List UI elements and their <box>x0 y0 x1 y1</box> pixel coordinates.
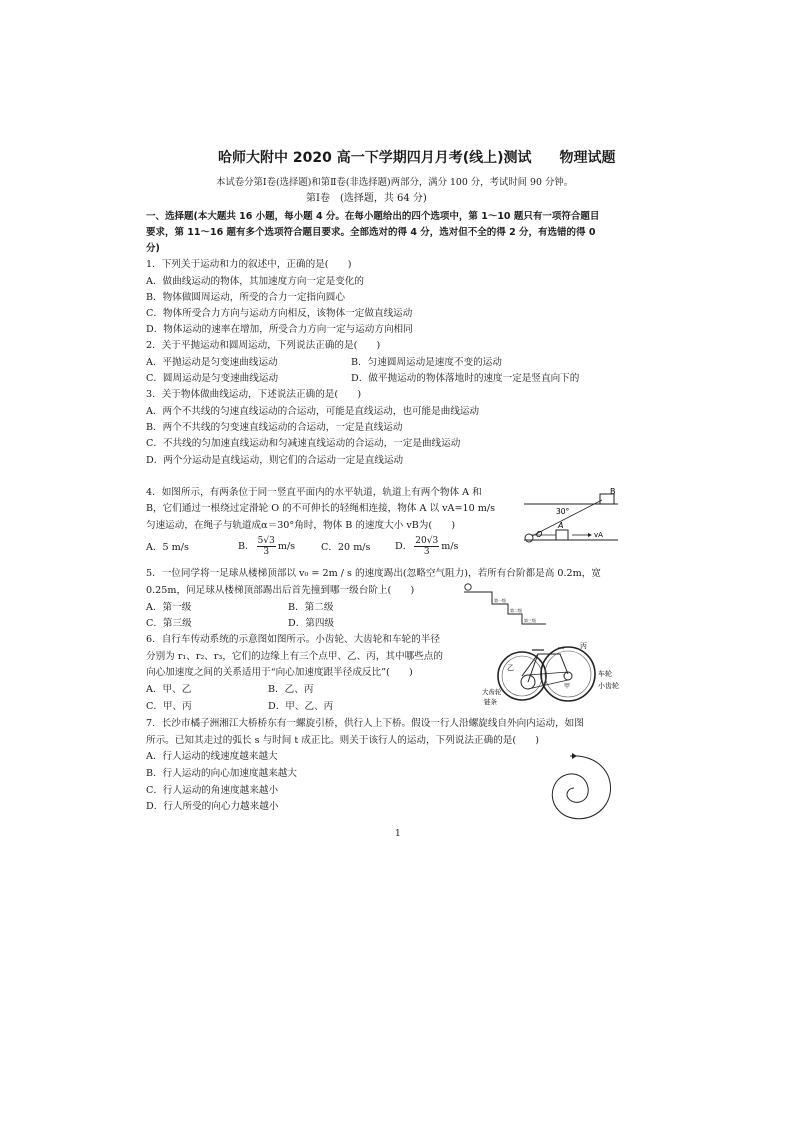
q7-option-d: D．行人所受的向心力越来越小 <box>146 801 279 812</box>
q1-option-d: D．物体运动的速率在增加，所受合力方向一定与运动方向相同 <box>146 324 413 335</box>
q7-line1: 7．长沙市橘子洲湘江大桥桥东有一螺旋引桥，供行人上下桥。假设一行人沿螺旋线自外向内运动，如图 <box>146 718 584 729</box>
q2-option-c: C．圆周运动是匀变速曲线运动 <box>146 373 279 384</box>
q6-option-d: D．甲、乙、丙 <box>268 701 334 712</box>
q6-label-yi: 乙 <box>507 664 514 672</box>
q5-option-b: B．第二级 <box>288 602 334 613</box>
q6-line2: 分别为 r₁、r₂、r₃，它们的边缘上有三个点甲、乙、丙，其中哪些点的 <box>146 651 443 662</box>
q5-label-step3: 第三级 <box>524 618 536 623</box>
section-instructions-line1: 一、选择题(本大题共 16 小题，每小题 4 分。在每小题给出的四个选项中，第 1～10 题只有一项符合题目 <box>146 211 600 222</box>
q4-line1: 4．如图所示，有两条位于同一竖直平面内的水平轨道，轨道上有两个物体 A 和 <box>146 487 482 498</box>
section-instructions-line3: 分) <box>146 243 160 254</box>
q3-option-d: D．两个分运动是直线运动，则它们的合运动一定是直线运动 <box>146 455 404 466</box>
q6-label-big-gear: 大齿轮 <box>482 688 502 696</box>
q1-option-a: A．做曲线运动的物体，其加速度方向一定是变化的 <box>146 276 364 287</box>
q4-line3: 匀速运动，在绳子与轨道成α＝30°角时，物体 B 的速度大小 vB为( ) <box>146 520 456 531</box>
q4-label-angle: 30° <box>556 507 570 516</box>
q7-line2: 所示。已知其走过的弧长 s 与时间 t 成正比。则关于该行人的运动，下列说法正确的是( ) <box>146 735 540 746</box>
q3-option-b: B．两个不共线的匀变速直线运动的合运动，一定是直线运动 <box>146 422 403 433</box>
q3-option-c: C．不共线的匀加速直线运动和匀减速直线运动的合运动，一定是曲线运动 <box>146 438 461 449</box>
q1-option-b: B．物体做圆周运动，所受的合力一定指向圆心 <box>146 292 345 303</box>
q3-stem: 3．关于物体做曲线运动，下述说法正确的是( ) <box>146 389 362 400</box>
q7-option-c: C．行人运动的角速度越来越小 <box>146 785 279 796</box>
q7-option-b: B．行人运动的向心加速度越来越大 <box>146 768 297 779</box>
q6-label-small-gear: 小齿轮 <box>598 682 619 690</box>
q1-stem: 1．下列关于运动和力的叙述中，正确的是( ) <box>146 259 352 270</box>
q4-option-c: C．20 m/s <box>321 542 371 553</box>
q2-option-a: A．平抛运动是匀变速曲线运动 <box>146 357 278 368</box>
q4-label-va: vA <box>594 531 603 539</box>
q6-label-jia: 甲 <box>564 683 571 690</box>
q5-label-step1: 第一级 <box>494 598 506 603</box>
q1-option-c: C．物体所受合力方向与运动方向相反，该物体一定做直线运动 <box>146 308 413 319</box>
q4-b-fraction: $\frac{5√3}{3}$ <box>257 536 275 557</box>
q2-option-b: B．匀速圆周运动是速度不变的运动 <box>351 357 502 368</box>
q5-line2: 0.25m，问足球从楼梯顶部踢出后首先撞到哪一级台阶上( ) <box>146 585 415 596</box>
q6-label-bing: 丙 <box>580 642 587 650</box>
q5-option-a: A．第一级 <box>146 602 192 613</box>
q7-spiral-figure <box>538 750 618 826</box>
q6-option-c: C．甲、丙 <box>146 701 192 712</box>
q6-label-wheel: 车轮 <box>598 670 612 678</box>
q4-option-b: B． $\frac{5√3}{3}$ m/s <box>238 536 296 557</box>
q4-label-a: A <box>558 521 564 530</box>
q5-line1: 5．一位同学将一足球从楼梯顶部以 v₀ = 2m / s 的速度踢出(忽略空气阻力)，若所有台阶都是高 0.2m，宽 <box>146 568 601 579</box>
exam-subtitle: 本试卷分第Ⅰ卷(选择题)和第Ⅱ卷(非选择题)两部分，满分 100 分，考试时间 90 分钟。 <box>216 177 574 188</box>
q4-label-o: O <box>536 530 543 539</box>
q7-option-a: A．行人运动的线速度越来越大 <box>146 751 278 762</box>
q5-option-c: C．第三级 <box>146 618 192 629</box>
q4-d-fraction: $\frac{20√3}{3}$ <box>415 536 439 557</box>
q5-option-d: D．第四级 <box>288 618 335 629</box>
section-instructions-line2: 要求，第 11～16 题有多个选项符合题目要求。全部选对的得 4 分，选对但不全的得 2 分，有选错的得 0 <box>146 227 596 238</box>
q6-line1: 6．自行车传动系统的示意图如图所示。小齿轮、大齿轮和车轮的半径 <box>146 634 440 645</box>
volume-heading: 第Ⅰ卷 (选择题，共 64 分) <box>306 193 427 204</box>
q6-option-b: B．乙、丙 <box>268 684 314 695</box>
page-number: 1 <box>395 829 401 839</box>
q2-option-d: D．做平抛运动的物体落地时的速度一定是竖直向下的 <box>351 373 580 384</box>
q6-bicycle-figure <box>480 638 640 708</box>
q6-option-a: A．甲、乙 <box>146 684 192 695</box>
q4-label-b: B <box>610 488 616 496</box>
q4-option-d: D． $\frac{20√3}{3}$ m/s <box>395 536 459 557</box>
q4-line2: B，它们通过一根绕过定滑轮 O 的不可伸长的轻绳相连接，物体 A 以 vA=10 m/s <box>146 503 496 514</box>
exam-title: 哈师大附中 2020 高一下学期四月月考(线上)测试 物理试题 <box>218 150 616 166</box>
q6-label-chain: 链条 <box>484 698 497 706</box>
q5-label-step2: 第二级 <box>510 608 522 613</box>
q2-stem: 2．关于平抛运动和圆周运动，下列说法正确的是( ) <box>146 340 381 351</box>
q4-pulley-figure <box>518 488 620 552</box>
q5-stairs-figure <box>462 582 550 632</box>
q6-line3: 向心加速度之间的关系适用于“向心加速度跟半径成反比”( ) <box>146 667 413 678</box>
q3-option-a: A．两个不共线的匀速直线运动的合运动，可能是直线运动，也可能是曲线运动 <box>146 406 480 417</box>
q4-option-a: A．5 m/s <box>146 542 189 553</box>
